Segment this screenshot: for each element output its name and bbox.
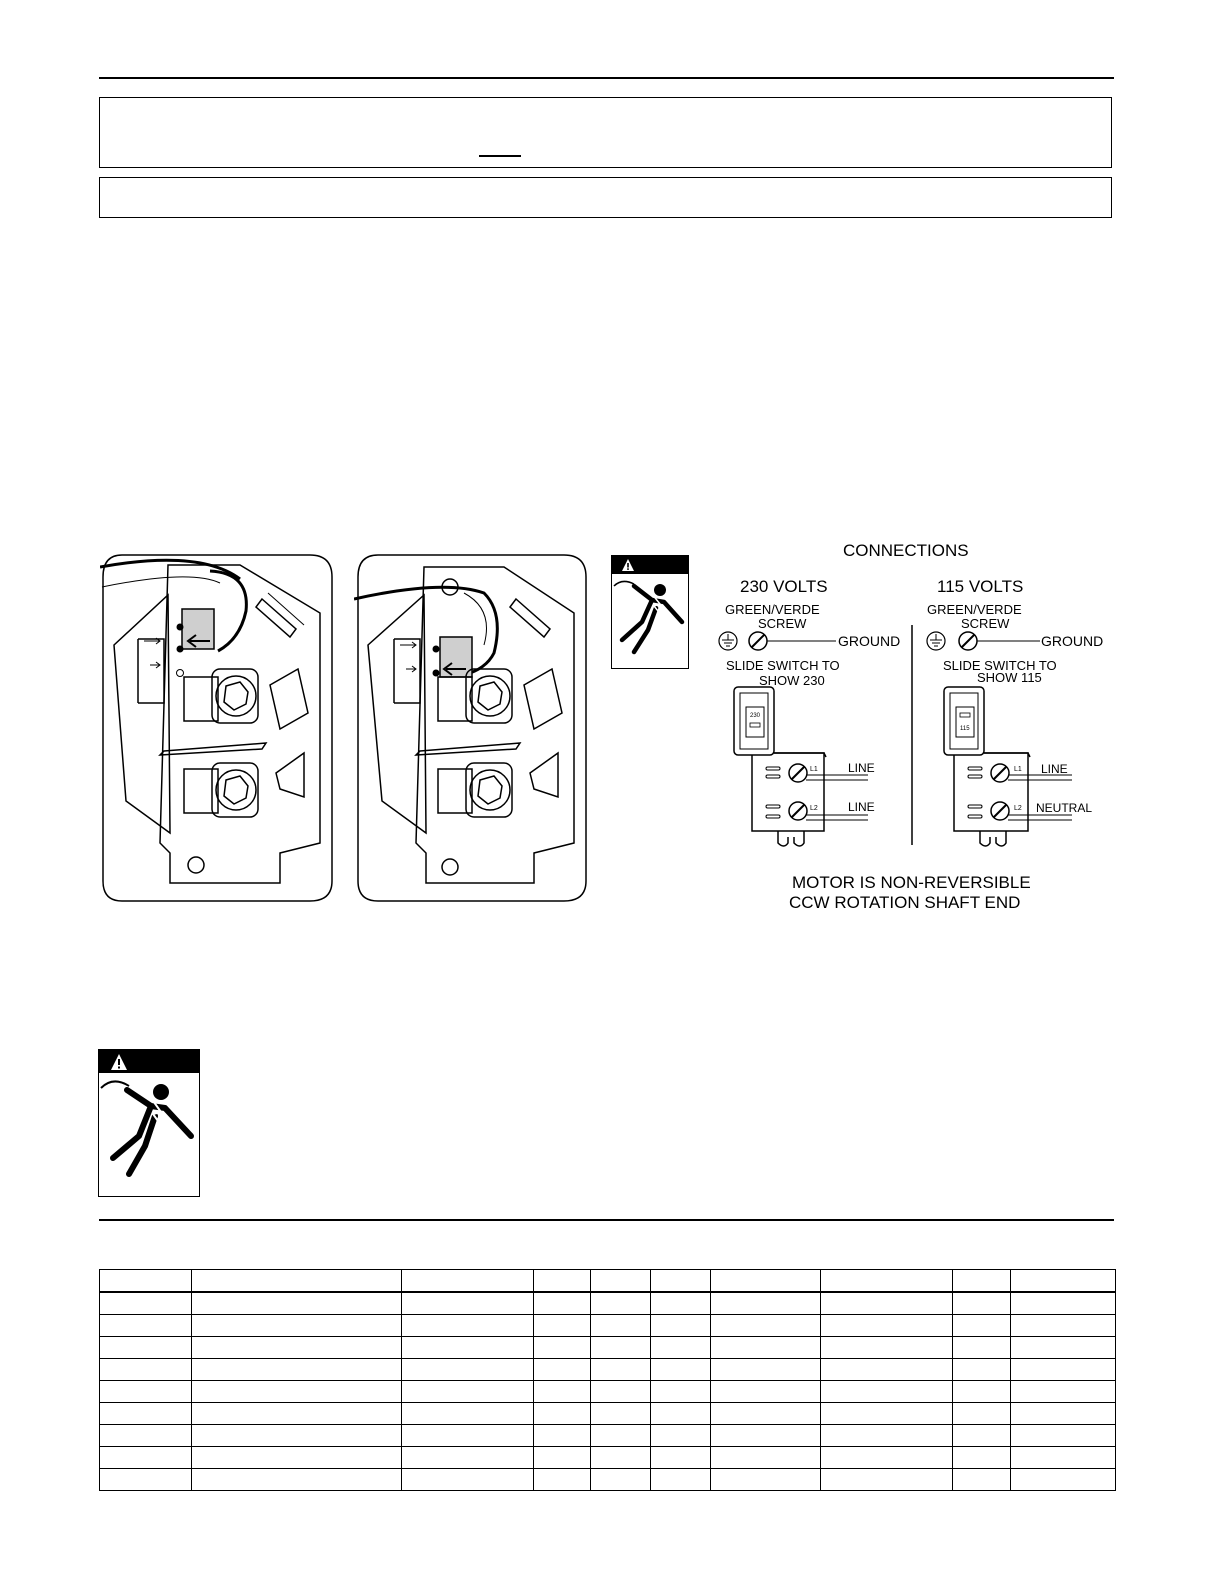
table-cell xyxy=(821,1337,953,1359)
table-cell xyxy=(402,1469,534,1491)
motor-note-line1: MOTOR IS NON-REVERSIBLE xyxy=(792,873,1031,892)
table-cell xyxy=(1011,1403,1116,1425)
table-cell xyxy=(591,1315,651,1337)
table-cell xyxy=(402,1359,534,1381)
table-cell xyxy=(402,1315,534,1337)
table-cell xyxy=(192,1270,402,1293)
table-cell xyxy=(953,1469,1011,1491)
table-cell xyxy=(591,1337,651,1359)
terminal-board-230v-figure xyxy=(100,553,336,905)
right-l1-line-label: LINE xyxy=(1041,762,1068,776)
table-cell xyxy=(711,1315,821,1337)
right-terminal-l2: L2 xyxy=(1014,805,1022,812)
table-cell xyxy=(591,1270,651,1293)
left-green-screw-label: GREEN/VERDE xyxy=(725,602,820,617)
right-ground-symbol-icon xyxy=(927,632,945,650)
table-cell xyxy=(1011,1447,1116,1469)
motor-note-line2: CCW ROTATION SHAFT END xyxy=(789,893,1021,912)
table-cell xyxy=(1011,1425,1116,1447)
left-slide-line1: SLIDE SWITCH TO xyxy=(726,658,840,673)
header-underline xyxy=(479,155,521,157)
table-cell xyxy=(651,1425,711,1447)
table-cell xyxy=(534,1425,591,1447)
table-cell xyxy=(821,1469,953,1491)
right-slide-line2: SHOW 115 xyxy=(977,670,1042,685)
table-cell xyxy=(651,1292,711,1315)
table-cell xyxy=(821,1292,953,1315)
right-slide-line1: SLIDE SWITCH TO xyxy=(943,658,1057,673)
top-rule xyxy=(99,77,1114,79)
table-cell xyxy=(591,1381,651,1403)
table-cell xyxy=(100,1359,192,1381)
left-voltage-label: 230 VOLTS xyxy=(740,577,828,596)
table-cell xyxy=(192,1337,402,1359)
table-cell xyxy=(534,1292,591,1315)
table-cell xyxy=(651,1447,711,1469)
table-cell xyxy=(953,1337,1011,1359)
table-cell xyxy=(821,1315,953,1337)
right-terminal-l1: L1 xyxy=(1014,766,1022,773)
table-row xyxy=(100,1469,1116,1491)
table-cell xyxy=(1011,1292,1116,1315)
table-cell xyxy=(711,1381,821,1403)
electrical-shock-hazard-icon xyxy=(611,555,689,669)
table-cell xyxy=(534,1270,591,1293)
table-cell xyxy=(591,1447,651,1469)
table-cell xyxy=(953,1425,1011,1447)
table-cell xyxy=(953,1270,1011,1293)
table-cell xyxy=(651,1270,711,1293)
table-cell xyxy=(651,1381,711,1403)
table-cell xyxy=(591,1403,651,1425)
table-cell xyxy=(821,1403,953,1425)
table-cell xyxy=(192,1447,402,1469)
left-l2-line-label: LINE xyxy=(848,800,875,814)
table-cell xyxy=(100,1337,192,1359)
table-cell xyxy=(591,1425,651,1447)
table-cell xyxy=(100,1270,192,1293)
table-cell xyxy=(953,1292,1011,1315)
table-cell xyxy=(953,1403,1011,1425)
left-switch-value: 230 xyxy=(750,713,761,719)
table-cell xyxy=(192,1381,402,1403)
electrical-shock-hazard-icon xyxy=(98,1049,200,1197)
table-cell xyxy=(651,1337,711,1359)
right-ground-label: GROUND xyxy=(1041,633,1104,649)
table-cell xyxy=(402,1270,534,1293)
table-row xyxy=(100,1425,1116,1447)
right-screw-label: SCREW xyxy=(961,616,1010,631)
left-terminal-l1: L1 xyxy=(810,766,818,773)
connections-title: CONNECTIONS xyxy=(843,541,969,560)
table-row xyxy=(100,1381,1116,1403)
specification-table xyxy=(99,1269,1116,1491)
left-slide-line2: SHOW 230 xyxy=(759,673,825,688)
table-cell xyxy=(192,1315,402,1337)
table-cell xyxy=(1011,1315,1116,1337)
table-cell xyxy=(1011,1469,1116,1491)
table-row xyxy=(100,1359,1116,1381)
table-cell xyxy=(402,1447,534,1469)
table-cell xyxy=(402,1403,534,1425)
right-switch-value: 115 xyxy=(960,726,970,732)
table-cell xyxy=(953,1381,1011,1403)
table-cell xyxy=(821,1359,953,1381)
table-cell xyxy=(953,1315,1011,1337)
wiring-drawing xyxy=(716,625,1116,857)
table-cell xyxy=(100,1315,192,1337)
table-cell xyxy=(100,1425,192,1447)
table-cell xyxy=(591,1469,651,1491)
left-green-screw-icon xyxy=(749,632,836,650)
table-row xyxy=(100,1403,1116,1425)
table-cell xyxy=(591,1292,651,1315)
table-cell xyxy=(1011,1381,1116,1403)
terminal-board-115v-figure xyxy=(354,553,590,905)
table-cell xyxy=(711,1425,821,1447)
table-cell xyxy=(591,1359,651,1381)
table-cell xyxy=(711,1403,821,1425)
table-cell xyxy=(534,1381,591,1403)
table-cell xyxy=(1011,1359,1116,1381)
right-l2-neutral-label: NEUTRAL xyxy=(1036,801,1093,815)
table-cell xyxy=(821,1270,953,1293)
table-cell xyxy=(711,1359,821,1381)
table-cell xyxy=(402,1292,534,1315)
left-terminal-l2: L2 xyxy=(810,805,818,812)
specification-table-body xyxy=(100,1270,1116,1491)
table-row xyxy=(100,1337,1116,1359)
table-cell xyxy=(1011,1270,1116,1293)
table-cell xyxy=(402,1425,534,1447)
table-cell xyxy=(821,1381,953,1403)
table-cell xyxy=(402,1337,534,1359)
table-row xyxy=(100,1270,1116,1293)
table-cell xyxy=(711,1447,821,1469)
table-cell xyxy=(711,1337,821,1359)
table-row xyxy=(100,1447,1116,1469)
table-cell xyxy=(534,1359,591,1381)
table-cell xyxy=(1011,1337,1116,1359)
table-cell xyxy=(192,1425,402,1447)
table-cell xyxy=(651,1315,711,1337)
table-cell xyxy=(821,1447,953,1469)
table-cell xyxy=(651,1359,711,1381)
table-cell xyxy=(711,1292,821,1315)
table-cell xyxy=(192,1403,402,1425)
table-cell xyxy=(534,1315,591,1337)
table-cell xyxy=(192,1469,402,1491)
left-screw-label: SCREW xyxy=(758,616,807,631)
notice-box xyxy=(99,177,1112,218)
table-cell xyxy=(711,1469,821,1491)
table-cell xyxy=(534,1337,591,1359)
left-ground-symbol-icon xyxy=(719,632,737,650)
left-ground-label: GROUND xyxy=(838,633,901,649)
right-voltage-label: 115 VOLTS xyxy=(937,577,1024,596)
table-cell xyxy=(100,1469,192,1491)
table-cell xyxy=(711,1270,821,1293)
table-cell xyxy=(100,1403,192,1425)
table-cell xyxy=(402,1381,534,1403)
table-cell xyxy=(192,1359,402,1381)
header-box xyxy=(99,97,1112,168)
table-cell xyxy=(534,1403,591,1425)
table-cell xyxy=(100,1447,192,1469)
table-row xyxy=(100,1315,1116,1337)
right-green-screw-icon xyxy=(959,632,1040,650)
right-green-screw-label: GREEN/VERDE xyxy=(927,602,1022,617)
table-cell xyxy=(821,1425,953,1447)
table-row xyxy=(100,1292,1116,1315)
table-cell xyxy=(651,1469,711,1491)
table-cell xyxy=(953,1447,1011,1469)
table-cell xyxy=(651,1403,711,1425)
left-l1-line-label: LINE xyxy=(848,761,875,775)
table-cell xyxy=(100,1292,192,1315)
table-cell xyxy=(534,1447,591,1469)
table-cell xyxy=(534,1469,591,1491)
table-cell xyxy=(953,1359,1011,1381)
table-cell xyxy=(100,1381,192,1403)
section-rule xyxy=(99,1219,1114,1221)
table-cell xyxy=(192,1292,402,1315)
